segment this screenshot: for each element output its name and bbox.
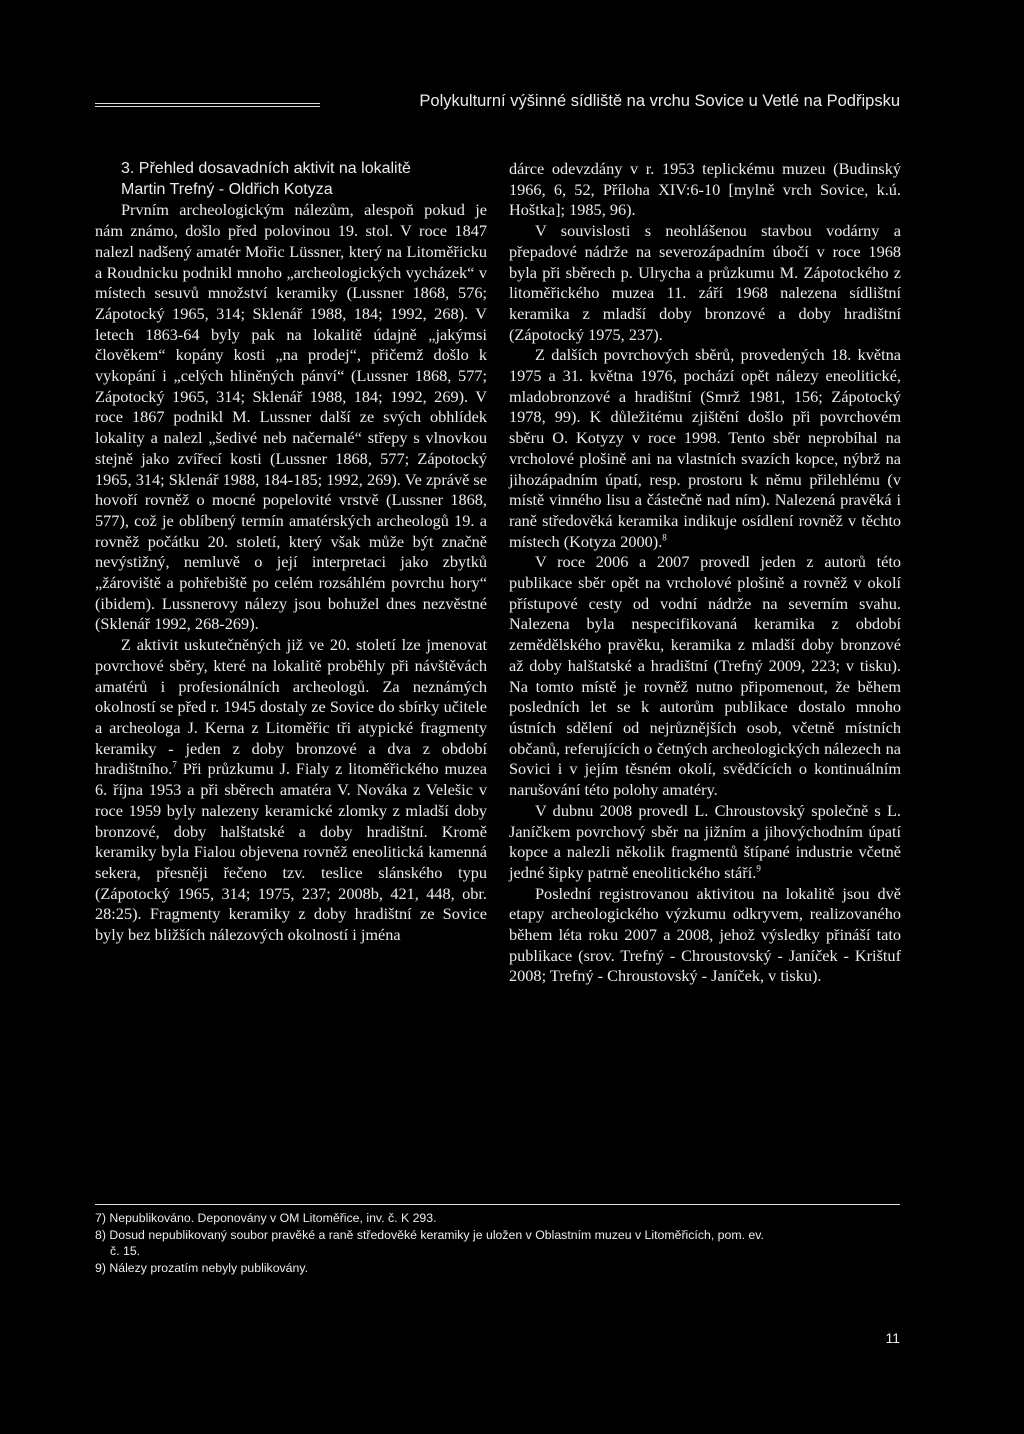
- paragraph-text: V souvislosti s neohlášenou stavbou vodárny a přepadové nádrže na severozápadním úbočí v roce 1968 byla při sběrech p. Ulrycha a průzkumu M. Zápotockého z litoměřického muzea 11. září 1968 nalezena sídlištní keramika z mladší doby bronzové a doby hradištní (Zápotocký 1975, 237).: [509, 221, 901, 344]
- footnote-rule: [95, 1204, 900, 1205]
- footnote-9: 9) Nálezy prozatím nebyly publikovány.: [95, 1260, 309, 1275]
- paragraph: [95, 200, 487, 635]
- page-number: 11: [885, 1330, 900, 1346]
- right-column: [509, 159, 901, 987]
- footnote-ref: 9: [756, 863, 761, 874]
- paragraph: [509, 345, 901, 552]
- header-rule: [95, 103, 320, 107]
- paragraph-text: dárce odevzdány v r. 1953 teplickému muzeu (Budinský 1966, 6, 52, Příloha XIV:6-10 [mylně vrch Sovice, k.ú. Hoštka]; 1985, 96).: [509, 159, 901, 220]
- paragraph: [509, 884, 901, 988]
- section-title: 3. Přehled dosavadních aktivit na lokalitě: [121, 160, 411, 177]
- paragraph: [509, 552, 901, 800]
- paragraph: [509, 221, 901, 345]
- footnote-ref: 8: [662, 532, 667, 543]
- footnote-8: 8) Dosud nepublikovaný soubor pravěké a raně středověké keramiky je uložen v Oblastním muzeu v Litoměřicích, pom. ev.: [95, 1227, 764, 1242]
- paragraph-text: Prvním archeologickým nálezům, alespoň pokud je nám známo, došlo před polovinou 19. stol. V roce 1847 nalezl nadšený amatér Mořic Lüssner, který na Litoměřicku a Roudnicku podnikl mnoho „archeologických vycházek“ v místech sesuvů množství keramiky (Lussner 1868, 576; Zápotocký 1965, 314; Sklenář 1988, 184; 1992, 268). V letech 1863-64 byly pak na lokalitě údajně „jakýmsi člověkem“ kopány kosti „na prodej“, přičemž došlo k vykopání i „celých hliněných pánví“ (Lussner 1868, 577; Zápotocký 1965, 314; Sklenář 1988, 184; 1992, 269). V roce 1867 podnikl M. Lussner další ze svých obhlídek lokality a nalezl „šedivé neb načernalé“ střepy s vlnovkou stejně jako zvířecí kosti (Lussner 1868, 577; Zápotocký 1965, 314; Sklenář 1988, 184-185; 1992, 269). Ve zprávě se hovoří rovněž o mocné popelovité vrstvě (Lussner 1868, 577), což je oblíbený termín amatérských archeologů 19. a rovněž počátku 20. století, který však může být značně nevýstižný, nemluvě o její interpretaci jako zbytků „žároviště a pohřebiště po celém rozsáhlém povrchu hory“ (ibidem). Lussnerovy nálezy jsou bohužel dnes nezvěstné (Sklenář 1992, 268-269).: [95, 200, 487, 634]
- running-header-title: Polykulturní výšinné sídliště na vrchu Sovice u Vetlé na Podřipsku: [419, 92, 900, 110]
- paragraph: [95, 635, 487, 946]
- paragraph-text: Z aktivit uskutečněných již ve 20. století lze jmenovat povrchové sběry, které na lokalitě proběhly při návštěvách amatérů i profesionálních archeologů. Za neznámých okolností se před r. 1945 dostaly ze Sovice do sbírky učitele a archeologa J. Kerna z Litoměřic tři atypické fragmenty keramiky - jeden z doby bronzové a dva z období hradištního.: [95, 635, 487, 779]
- footnote-8-continuation: č. 15.: [110, 1244, 141, 1258]
- footnote-7: 7) Nepublikováno. Deponovány v OM Litoměřice, inv. č. K 293.: [95, 1211, 437, 1225]
- paragraph-text: Při průzkumu J. Fialy z litoměřického muzea 6. října 1953 a při sběrech amatéra V. Nováka z Velešic v roce 1959 byly nalezeny keramické zlomky z mladší doby bronzové, doby halštatské a doby hradištní. Kromě keramiky byla Fialou objevena rovněž eneolitická kamenná sekera, přesněji řečeno tzv. teslice slánského typu (Zápotocký 1965, 314; 1975, 237; 2008b, 421, 448, obr. 28:25). Fragmenty keramiky z doby hradištní ze Sovice byly bez bližších nálezových okolností i jména: [95, 759, 487, 945]
- paragraph: [509, 801, 901, 884]
- footnotes: [95, 1210, 900, 1276]
- paragraph: [509, 159, 901, 221]
- left-column: [95, 159, 487, 946]
- running-header: [95, 92, 900, 120]
- section-authors: Martin Trefný - Oldřich Kotyza: [121, 180, 333, 198]
- paragraph-text: Z dalších povrchových sběrů, provedených 18. května 1975 a 31. května 1976, pochází opět nálezy eneolitické, mladobronzové a hradištní (Smrž 1981, 156; Zápotocký 1978, 99). K důležitému zjištění došlo při povrchovém sběru O. Kotyzy v roce 1998. Tento sběr neprobíhal na vrcholové plošině ani na vlastních svazích kopce, nýbrž na jihozápadním úpatí, resp. prostoru k němu přilehlému (v místě vinného lisu a částečně nad ním). Nalezená pravěká i raně středověká keramika indikuje osídlení rovněž v těchto místech (Kotyza 2000).: [509, 345, 901, 551]
- paragraph-text: V dubnu 2008 provedl L. Chroustovský společně s L. Janíčkem povrchový sběr na jižním a jihovýchodním úpatí kopce a nalezli několik fragmentů štípané industrie včetně jedné šipky patrně eneolitického stáří.: [509, 800, 901, 882]
- paragraph-text: Poslední registrovanou aktivitou na lokalitě jsou dvě etapy archeologického výzkumu odkryvem, realizovaného během léta roku 2007 a 2008, jehož výsledky přináší tato publikace (srov. Trefný - Chroustovský - Janíček - Krištuf 2008; Trefný - Chroustovský - Janíček, v tisku).: [509, 883, 901, 986]
- paragraph-text: V roce 2006 a 2007 provedl jeden z autorů této publikace sběr opět na vrcholové plošině a rovněž v okolí přístupové cesty od vodní nádrže na severním svahu. Nalezena byla nespecifikovaná keramika z období zemědělského pravěku, keramika z mladší doby bronzové až doby halštatské a hradištní (Trefný 2009, 223; v tisku). Na tomto místě je rovněž nutno připomenout, že během posledních let se k autorům publikace dostalo mnoho ústních sdělení od nejrůznějších osob, včetně místních občanů, referujících o četných archeologických nálezech na Sovici i v jejím těsném okolí, svědčících o kontinuálním narušování této polohy amatéry.: [509, 552, 901, 800]
- footnote-ref: 7: [172, 759, 177, 770]
